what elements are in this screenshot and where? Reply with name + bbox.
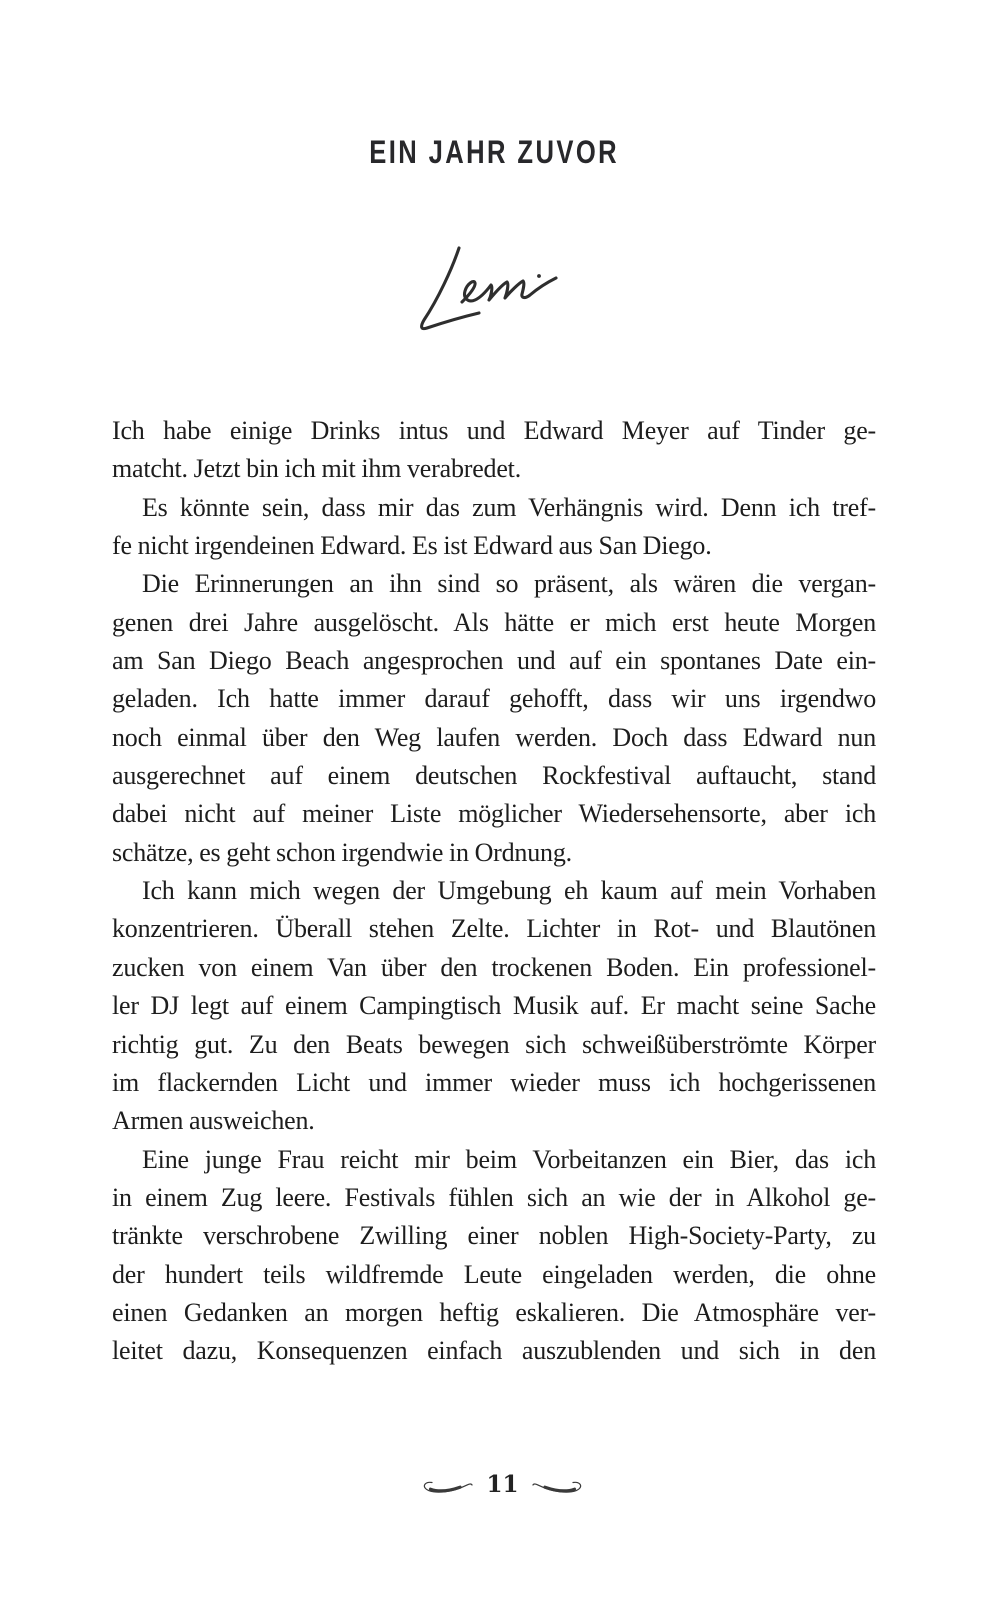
text-line: Ich kann mich wegen der Umgebung eh kaum auf mein Vorhaben bbox=[142, 876, 876, 906]
text-line: einen Gedanken an morgen heftig eskalieren. Die Atmosphäre ver- bbox=[112, 1297, 876, 1327]
text-line: fe nicht irgendeinen Edward. Es ist Edward aus San Diego. bbox=[112, 531, 712, 561]
text-line: im flackernden Licht und immer wieder muss ich hochgerissenen bbox=[112, 1067, 876, 1097]
text-line: der hundert teils wildfremde Leute eingeladen werden, die ohne bbox=[112, 1259, 876, 1289]
page-footer bbox=[0, 1468, 1005, 1500]
i-dot bbox=[537, 274, 541, 278]
leni-signature-script bbox=[413, 239, 567, 336]
chapter-heading bbox=[112, 134, 876, 171]
chapter-heading-text: EIN JAHR ZUVOR bbox=[369, 134, 619, 170]
text-line: genen drei Jahre ausgelöscht. Als hätte er mich erst heute Morgen bbox=[112, 607, 876, 637]
text-line: schätze, es geht schon irgendwie in Ordnung. bbox=[112, 837, 572, 867]
text-line: in einem Zug leere. Festivals fühlen sich an wie der in Alkohol ge- bbox=[112, 1182, 876, 1212]
text-line: geladen. Ich hatte immer darauf gehofft, dass wir uns irgendwo bbox=[112, 684, 876, 714]
text-line: ler DJ legt auf einem Campingtisch Musik auf. Er macht seine Sache bbox=[112, 991, 876, 1021]
text-line: tränkte verschrobene Zwilling einer noblen High-Society-Party, zu bbox=[112, 1221, 876, 1251]
text-line: konzentrieren. Überall stehen Zelte. Lichter in Rot- und Blautönen bbox=[112, 914, 876, 944]
text-line: Eine junge Frau reicht mir beim Vorbeitanzen ein Bier, das ich bbox=[142, 1144, 876, 1174]
text-line: Armen ausweichen. bbox=[112, 1106, 315, 1136]
text-line: dabei nicht auf meiner Liste möglicher Wiedersehensorte, aber ich bbox=[112, 799, 876, 829]
text-line: leitet dazu, Konsequenzen einfach auszublenden und sich in den bbox=[112, 1336, 876, 1366]
page-number: 11 bbox=[486, 1470, 519, 1498]
text-line: am San Diego Beach angesprochen und auf ein spontanes Date ein- bbox=[112, 646, 876, 676]
body-text bbox=[112, 412, 876, 1371]
text-line: noch einmal über den Weg laufen werden. Doch dass Edward nun bbox=[112, 722, 876, 752]
text-line: Die Erinnerungen an ihn sind so präsent, als wären die vergan- bbox=[142, 569, 876, 599]
text-line: Ich habe einige Drinks intus und Edward Meyer auf Tinder ge- bbox=[112, 416, 876, 445]
text-line: richtig gut. Zu den Beats bewegen sich schweißüberströmte Körper bbox=[112, 1029, 876, 1059]
text-line: matcht. Jetzt bin ich mit ihm verabredet. bbox=[112, 454, 522, 484]
text-line: Es könnte sein, dass mir das zum Verhängnis wird. Denn ich tref- bbox=[142, 492, 876, 522]
text-line: ausgerechnet auf einem deutschen Rockfestival auftaucht, stand bbox=[112, 761, 876, 791]
text-line: zucken von einem Van über den trockenen Boden. Ein professionel- bbox=[112, 952, 876, 982]
flourish-left-icon bbox=[421, 1478, 473, 1494]
flourish-right-icon bbox=[532, 1478, 584, 1494]
